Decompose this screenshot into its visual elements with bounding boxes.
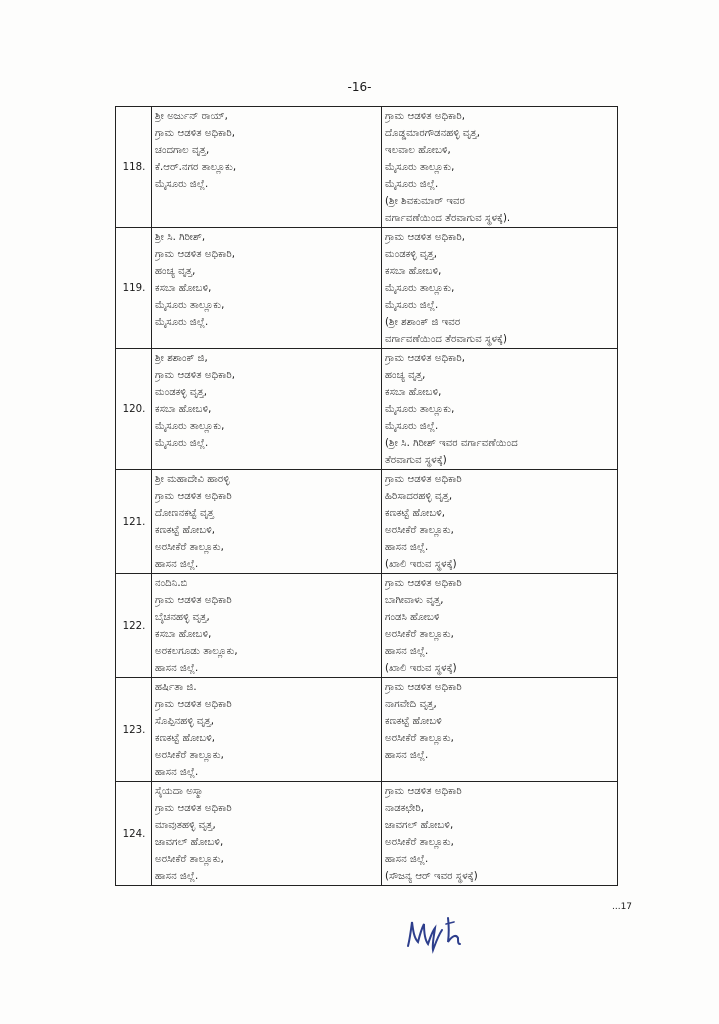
new-posting-line: ನಾಗವೇದಿ ವೃತ್ತ, xyxy=(385,699,437,710)
new-posting-line: ಗ್ರಾಮ ಆಡಳಿತ ಅಧಿಕಾರಿ xyxy=(385,786,462,797)
new-posting-line: ಮೈಸೂರು ಜಿಲ್ಲೆ. xyxy=(385,300,439,311)
current-posting-line: ಗ್ರಾಮ ಆಡಳಿತ ಅಧಿಕಾರಿ xyxy=(155,699,232,710)
current-posting-line: ಗ್ರಾಮ ಆಡಳಿತ ಅಧಿಕಾರಿ, xyxy=(155,249,235,260)
new-posting-cell xyxy=(382,574,618,678)
table-row xyxy=(116,574,618,678)
current-posting-line: ಸೊಪ್ಪಿನಹಳ್ಳಿ ವೃತ್ತ, xyxy=(155,716,215,727)
new-posting-line: ಇಲವಾಲ ಹೋಬಳಿ, xyxy=(385,145,451,156)
new-posting-line: ಮಂಡಕಳ್ಳಿ ವೃತ್ತ, xyxy=(385,249,437,260)
current-posting-line: ಅರಸೀಕೆರೆ ತಾಲ್ಲೂಕು, xyxy=(155,542,224,553)
transfer-table-body xyxy=(116,107,618,886)
current-posting-line: ಚಂದಗಾಲ ವೃತ್ತ, xyxy=(155,145,210,156)
current-posting-line: ಗ್ರಾಮ ಆಡಳಿತ ಅಧಿಕಾರಿ xyxy=(155,491,232,502)
new-posting-line: ಹಾಸನ ಜಿಲ್ಲೆ. xyxy=(385,646,429,657)
transfer-table xyxy=(115,106,618,886)
new-posting-line: ಗ್ರಾಮ ಆಡಳಿತ ಅಧಿಕಾರಿ, xyxy=(385,232,465,243)
row-number: 121. xyxy=(116,470,152,574)
current-posting-line: ಕಣಕಟ್ಟೆ ಹೋಬಳಿ, xyxy=(155,733,216,744)
current-posting-line: ಹಾಸನ ಜಿಲ್ಲೆ. xyxy=(155,767,199,778)
new-posting-cell xyxy=(382,228,618,349)
new-posting-line: (ಸೌಜನ್ಯ ಆರ್ ಇವರ ಸ್ಥಳಕ್ಕೆ) xyxy=(385,871,478,882)
current-posting-line: ಶ್ರೀ ಅರ್ಜುನ್ ರಾಯ್, xyxy=(155,111,228,122)
new-posting-line: ಅರಸೀಕೆರೆ ತಾಲ್ಲೂಕು, xyxy=(385,629,454,640)
current-posting-line: ಮೈಸೂರು ತಾಲ್ಲೂಕು, xyxy=(155,421,225,432)
current-posting-line: ಗ್ರಾಮ ಆಡಳಿತ ಅಧಿಕಾರಿ xyxy=(155,803,232,814)
new-posting-line: ಮೈಸೂರು ತಾಲ್ಲೂಕು, xyxy=(385,162,455,173)
current-posting-line: ಗ್ರಾಮ ಆಡಳಿತ ಅಧಿಕಾರಿ xyxy=(155,595,232,606)
current-posting-line: ಮೈಸೂರು ಜಿಲ್ಲೆ. xyxy=(155,317,209,328)
continued-marker: ...17 xyxy=(612,902,633,912)
new-posting-line: ಹಂಚ್ಯ ವೃತ್ತ, xyxy=(385,370,426,381)
new-posting-cell xyxy=(382,782,618,886)
current-posting-line: ಮೈಸೂರು ತಾಲ್ಲೂಕು, xyxy=(155,300,225,311)
current-posting-line: ಮಂಡಕಳ್ಳಿ ವೃತ್ತ, xyxy=(155,387,207,398)
table-row xyxy=(116,228,618,349)
new-posting-line: ಗ್ರಾಮ ಆಡಳಿತ ಅಧಿಕಾರಿ xyxy=(385,682,462,693)
current-posting-line: ಅರಸೀಕೆರೆ ತಾಲ್ಲೂಕು, xyxy=(155,854,224,865)
new-posting-line: ಮೈಸೂರು ಜಿಲ್ಲೆ. xyxy=(385,421,439,432)
new-posting-line: ಜಾವಗಲ್ ಹೋಬಳಿ, xyxy=(385,820,454,831)
current-posting-line: ಅರಸೀಕೆರೆ ತಾಲ್ಲೂಕು, xyxy=(155,750,224,761)
new-posting-line: ವರ್ಗಾವಣೆಯಿಂದ ತೆರವಾಗುವ ಸ್ಥಳಕ್ಕೆ) xyxy=(385,334,507,345)
new-posting-cell xyxy=(382,349,618,470)
current-posting-line: ಕಣಕಟ್ಟೆ ಹೋಬಳಿ, xyxy=(155,525,216,536)
current-posting-cell xyxy=(152,574,382,678)
current-posting-line: ಗ್ರಾಮ ಆಡಳಿತ ಅಧಿಕಾರಿ, xyxy=(155,370,235,381)
current-posting-line: ನಂದಿನಿ.ಬಿ xyxy=(155,578,188,589)
row-number: 118. xyxy=(116,107,152,228)
new-posting-line: ಗ್ರಾಮ ಆಡಳಿತ ಅಧಿಕಾರಿ xyxy=(385,474,462,485)
current-posting-cell xyxy=(152,228,382,349)
signature-mark xyxy=(402,912,472,954)
table-row xyxy=(116,782,618,886)
table-row xyxy=(116,107,618,228)
current-posting-line: ಹರ್ಷಿತಾ ಜಿ. xyxy=(155,682,197,693)
current-posting-line: ಹಂಚ್ಯ ವೃತ್ತ, xyxy=(155,266,196,277)
new-posting-line: ಅರಸೀಕೆರೆ ತಾಲ್ಲೂಕು, xyxy=(385,733,454,744)
current-posting-line: ಶ್ರೀ ಮಹಾದೇವಿ ಹಾರಳ್ಳಿ xyxy=(155,474,230,485)
current-posting-cell xyxy=(152,678,382,782)
current-posting-line: ಬೈಚನಹಳ್ಳಿ ವೃತ್ತ, xyxy=(155,612,210,623)
new-posting-line: (ಖಾಲಿ ಇರುವ ಸ್ಥಳಕ್ಕೆ) xyxy=(385,559,457,570)
new-posting-line: ವರ್ಗಾವಣೆಯಿಂದ ತೆರವಾಗುವ ಸ್ಥಳಕ್ಕೆ). xyxy=(385,213,511,224)
new-posting-line: (ಶ್ರೀ ಸಿ. ಗಿರೀಶ್ ಇವರ ವರ್ಗಾವಣೆಯಿಂದ xyxy=(385,438,518,449)
current-posting-line: ಹಾಸನ ಜಿಲ್ಲೆ. xyxy=(155,559,199,570)
new-posting-line: ಹಾಸನ ಜಿಲ್ಲೆ. xyxy=(385,750,429,761)
row-number: 119. xyxy=(116,228,152,349)
new-posting-line: ನಾಡಕಛೇರಿ, xyxy=(385,803,424,814)
new-posting-line: ಕಣಕಟ್ಟೆ ಹೋಬಳಿ xyxy=(385,716,442,727)
current-posting-cell xyxy=(152,470,382,574)
page-number: -16- xyxy=(347,80,372,94)
new-posting-line: ಕಸಬಾ ಹೋಬಳಿ, xyxy=(385,387,442,398)
current-posting-line: ಹಾಸನ ಜಿಲ್ಲೆ. xyxy=(155,871,199,882)
new-posting-cell xyxy=(382,107,618,228)
current-posting-line: ಕಸಬಾ ಹೋಬಳಿ, xyxy=(155,283,212,294)
current-posting-line: ಜಾವಗಲ್ ಹೋಬಳಿ, xyxy=(155,837,224,848)
current-posting-line: ಕಸಬಾ ಹೋಬಳಿ, xyxy=(155,629,212,640)
row-number: 123. xyxy=(116,678,152,782)
current-posting-line: ಮೈಸೂರು ಜಿಲ್ಲೆ. xyxy=(155,438,209,449)
table-row xyxy=(116,349,618,470)
current-posting-line: ಮಾವುತಹಳ್ಳಿ ವೃತ್ತ, xyxy=(155,820,216,831)
new-posting-line: ಹಿರಿಸಾದರಹಳ್ಳಿ ವೃತ್ತ, xyxy=(385,491,453,502)
new-posting-line: ಕಸಬಾ ಹೋಬಳಿ, xyxy=(385,266,442,277)
current-posting-line: ಕೆ.ಆರ್.ನಗರ ತಾಲ್ಲೂಕು, xyxy=(155,162,237,173)
new-posting-line: ಅರಸೀಕೆರೆ ತಾಲ್ಲೂಕು, xyxy=(385,837,454,848)
new-posting-line: ಬಾಗೀವಾಳು ವೃತ್ತ, xyxy=(385,595,444,606)
current-posting-cell xyxy=(152,782,382,886)
new-posting-line: ಮೈಸೂರು ತಾಲ್ಲೂಕು, xyxy=(385,283,455,294)
new-posting-cell xyxy=(382,470,618,574)
new-posting-line: ತೆರವಾಗುವ ಸ್ಥಳಕ್ಕೆ) xyxy=(385,455,447,466)
current-posting-line: ಸೈಯದಾ ಅಸ್ಮಾ xyxy=(155,786,204,797)
current-posting-line: ದೋಣನಕಟ್ಟೆ ವೃತ್ತ xyxy=(155,508,214,519)
new-posting-line: ಅರಸೀಕೆರೆ ತಾಲ್ಲೂಕು, xyxy=(385,525,454,536)
new-posting-line: ಮೈಸೂರು ತಾಲ್ಲೂಕು, xyxy=(385,404,455,415)
new-posting-line: ಗ್ರಾಮ ಆಡಳಿತ ಅಧಿಕಾರಿ, xyxy=(385,353,465,364)
current-posting-cell xyxy=(152,349,382,470)
new-posting-line: (ಶ್ರೀ ಶಶಾಂಕ್ ಜಿ ಇವರ xyxy=(385,317,461,328)
current-posting-line: ಗ್ರಾಮ ಆಡಳಿತ ಅಧಿಕಾರಿ, xyxy=(155,128,235,139)
current-posting-line: ಮೈಸೂರು ಜಿಲ್ಲೆ. xyxy=(155,179,209,190)
new-posting-line: ಕಣಕಟ್ಟೆ ಹೋಬಳಿ, xyxy=(385,508,446,519)
new-posting-line: ಗ್ರಾಮ ಆಡಳಿತ ಅಧಿಕಾರಿ, xyxy=(385,111,465,122)
row-number: 120. xyxy=(116,349,152,470)
row-number: 124. xyxy=(116,782,152,886)
current-posting-line: ಅರಕಲಗೂಡು ತಾಲ್ಲೂಕು, xyxy=(155,646,238,657)
current-posting-line: ಕಸಬಾ ಹೋಬಳಿ, xyxy=(155,404,212,415)
current-posting-line: ಶ್ರೀ ಶಶಾಂಕ್ ಜಿ, xyxy=(155,353,208,364)
table-row xyxy=(116,678,618,782)
new-posting-line: (ಖಾಲಿ ಇರುವ ಸ್ಥಳಕ್ಕೆ) xyxy=(385,663,457,674)
new-posting-cell xyxy=(382,678,618,782)
new-posting-line: ಗ್ರಾಮ ಆಡಳಿತ ಅಧಿಕಾರಿ xyxy=(385,578,462,589)
new-posting-line: ಹಾಸನ ಜಿಲ್ಲೆ. xyxy=(385,542,429,553)
current-posting-line: ಹಾಸನ ಜಿಲ್ಲೆ. xyxy=(155,663,199,674)
signature xyxy=(402,912,472,958)
current-posting-cell xyxy=(152,107,382,228)
new-posting-line: ದೊಡ್ಡಮಾರಗೌಡನಹಳ್ಳಿ ವೃತ್ತ, xyxy=(385,128,480,139)
row-number: 122. xyxy=(116,574,152,678)
new-posting-line: ಮೈಸೂರು ಜಿಲ್ಲೆ. xyxy=(385,179,439,190)
new-posting-line: ಹಾಸನ ಜಿಲ್ಲೆ. xyxy=(385,854,429,865)
new-posting-line: (ಶ್ರೀ ಶಿವಕುಮಾರ್ ಇವರ xyxy=(385,196,465,207)
new-posting-line: ಗಂಡಸಿ ಹೋಬಳಿ xyxy=(385,612,440,623)
table-row xyxy=(116,470,618,574)
current-posting-line: ಶ್ರೀ ಸಿ. ಗಿರೀಶ್, xyxy=(155,232,206,243)
